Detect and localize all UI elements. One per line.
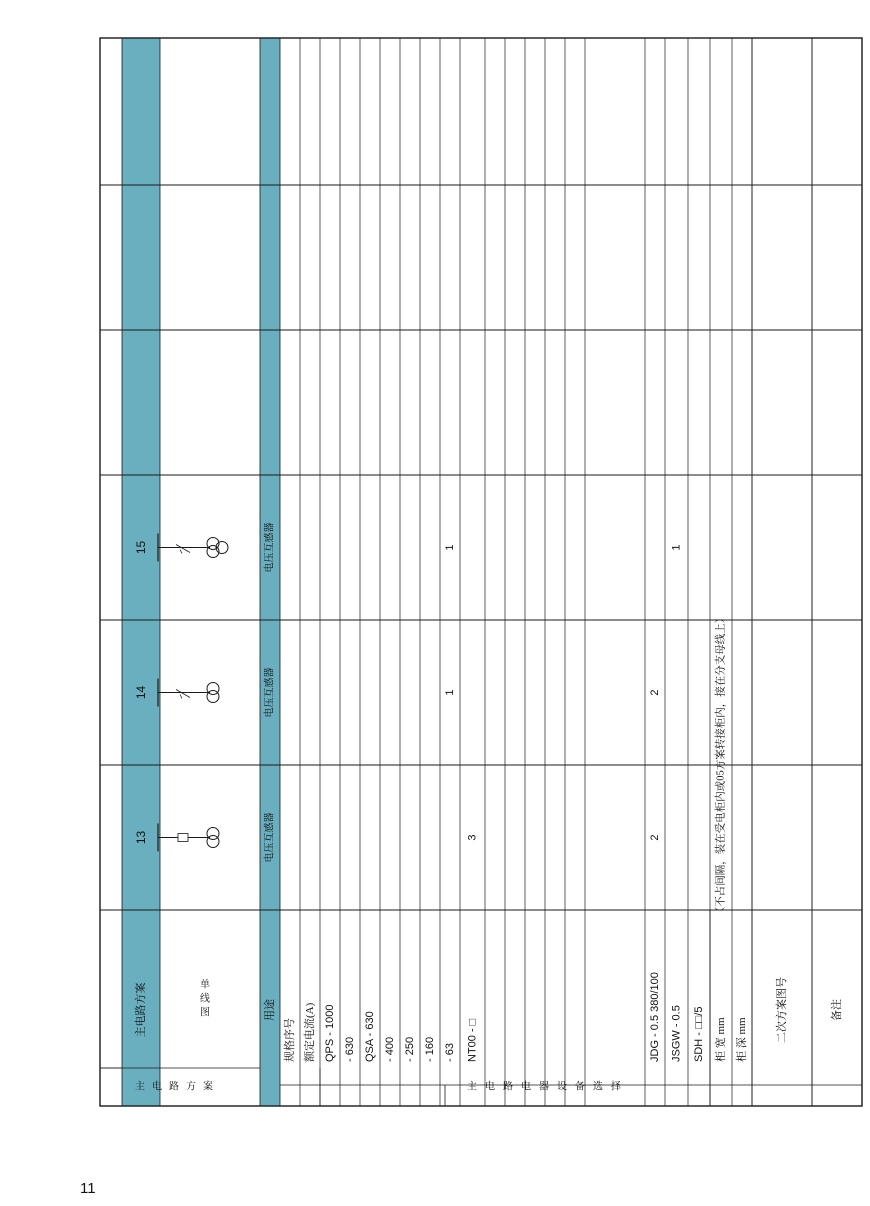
left-group-char: 器 <box>539 1081 549 1093</box>
row-label-19: 柜 宽 mm <box>715 1017 727 1062</box>
scheme-number-14: 14 <box>134 685 148 700</box>
row-label-18: SDH - □□/5 <box>693 1006 705 1062</box>
fuse-symbol <box>178 834 188 842</box>
left-group-char: 电 <box>152 1081 162 1093</box>
switch-symbol <box>180 550 182 554</box>
row-label-3: - 630 <box>344 1036 356 1062</box>
remarks-label: 备注 <box>831 999 843 1021</box>
row-label-0: 规格序号 <box>284 1018 296 1062</box>
left-group-char: 电 <box>485 1081 495 1093</box>
switch-symbol <box>176 545 190 553</box>
left-group-char: 案 <box>203 1081 213 1093</box>
usage-label-2: 电压互感器 <box>264 522 276 573</box>
left-group-char: 路 <box>503 1081 513 1093</box>
row-label-16: JDG - 0.5 380/100 <box>649 972 661 1062</box>
secondary-scheme-label: 二次方案图号 <box>776 977 788 1043</box>
cell-value: 1 <box>670 544 683 551</box>
row-label-1: 额定电流(A) <box>304 1002 316 1062</box>
row-label-7: - 160 <box>424 1036 436 1062</box>
left-group-char: 路 <box>169 1081 179 1093</box>
transformer-coil <box>207 691 219 703</box>
usage-band <box>260 38 280 910</box>
scheme-number-15: 15 <box>134 540 148 555</box>
cell-value: 2 <box>649 689 661 696</box>
left-group-char: 择 <box>611 1081 621 1093</box>
outer-border <box>100 38 862 1106</box>
left-group-char: 主 <box>467 1081 477 1093</box>
row-label-8: - 63 <box>444 1043 456 1062</box>
switch-symbol <box>180 695 182 699</box>
cell-value: 2 <box>649 834 661 841</box>
scheme-number-13: 13 <box>134 830 148 845</box>
diagram-header-label <box>200 978 210 1019</box>
note-text: （不占间隔，装在受电柜内或05方案转接柜内，接在分支母线上） <box>715 612 727 918</box>
row-label-2: QPS - 1000 <box>324 1004 336 1062</box>
cell-value: 3 <box>466 834 479 841</box>
left-group-char: 电 <box>521 1081 531 1093</box>
left-group-char: 备 <box>575 1081 585 1093</box>
row-label-17: JSGW - 0.5 <box>670 1005 683 1062</box>
stacked-char: 线 <box>200 993 210 1005</box>
transformer-coil <box>207 836 219 848</box>
row-label-4: QSA - 630 <box>364 1011 376 1062</box>
row-label-5: - 400 <box>384 1036 396 1062</box>
row-label-20: 柜 深 mm <box>736 1017 748 1062</box>
scheme-header-label: 主电路方案 <box>135 982 147 1038</box>
left-group-char: 设 <box>557 1081 567 1093</box>
cell-value: 1 <box>444 544 456 551</box>
usage-header-label: 用途 <box>264 999 276 1021</box>
stacked-char: 图 <box>200 1007 210 1019</box>
stacked-char: 单 <box>200 979 210 991</box>
row-label-6: - 250 <box>404 1036 416 1062</box>
single-line-diagram <box>158 534 228 562</box>
page-number: 11 <box>80 1180 96 1197</box>
cell-value: 1 <box>444 689 456 696</box>
scheme-number-band <box>122 38 160 910</box>
switch-symbol <box>176 690 190 698</box>
single-line-diagram <box>158 679 219 707</box>
usage-label-0: 电压互感器 <box>264 812 276 863</box>
left-group-char: 方 <box>186 1081 196 1093</box>
left-group-char: 选 <box>593 1081 603 1093</box>
row-label-9: NT00 - □ <box>466 1018 479 1062</box>
left-group-char: 主 <box>135 1081 145 1093</box>
left-group-equipment-label <box>467 1080 621 1093</box>
single-line-diagram <box>158 824 219 852</box>
usage-label-1: 电压互感器 <box>264 667 276 718</box>
